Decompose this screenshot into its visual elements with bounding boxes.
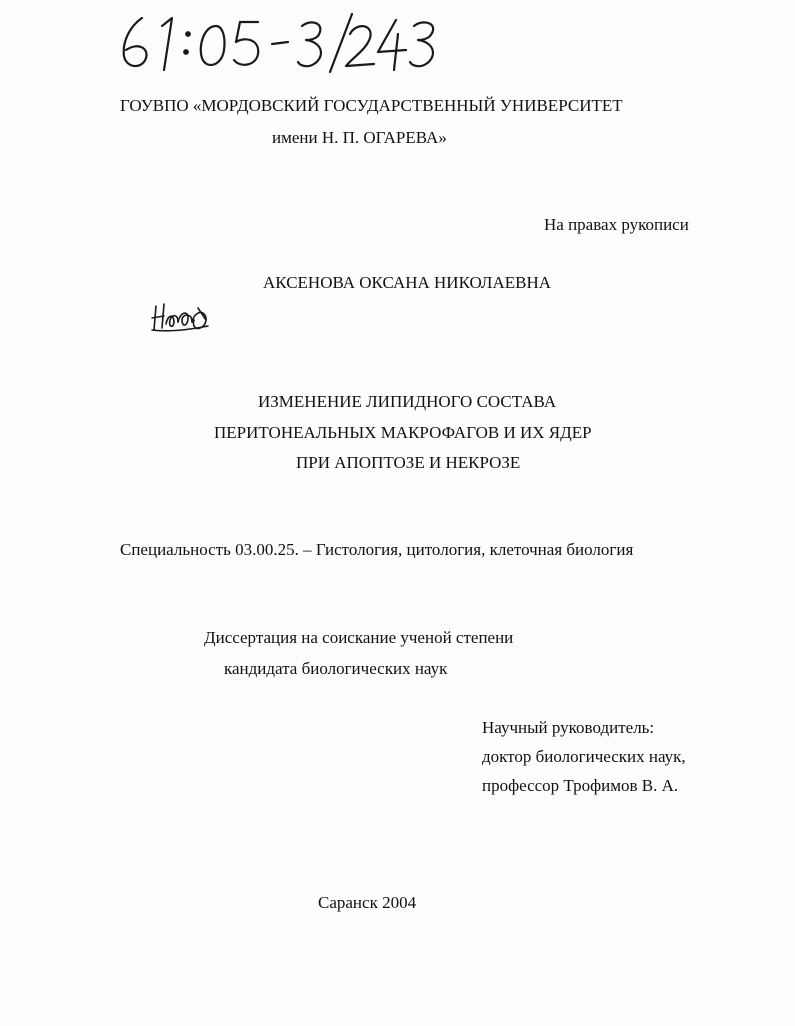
author-name: АКСЕНОВА ОКСАНА НИКОЛАЕВНА — [263, 273, 552, 292]
handwritten-archive-number — [112, 12, 452, 74]
title-line1: ИЗМЕНЕНИЕ ЛИПИДНОГО СОСТАВА — [258, 392, 557, 411]
title-line2: ПЕРИТОНЕАЛЬНЫХ МАКРОФАГОВ И ИХ ЯДЕР — [214, 423, 592, 442]
institution-line2: имени Н. П. ОГАРЕВА» — [272, 128, 447, 147]
supervisor-name: профессор Трофимов В. А. — [482, 776, 679, 795]
place-year: Саранск 2004 — [318, 893, 417, 912]
title-line3: ПРИ АПОПТОЗЕ И НЕКРОЗЕ — [296, 453, 521, 472]
degree-line1: Диссертация на соискание ученой степени — [204, 628, 514, 647]
supervisor-degree: доктор биологических наук, — [482, 747, 686, 766]
signature-icon — [148, 300, 212, 341]
institution-line1: ГОУВПО «МОРДОВСКИЙ ГОСУДАРСТВЕННЫЙ УНИВЕРСИТЕТ — [120, 96, 623, 115]
supervisor-label: Научный руководитель: — [482, 718, 655, 737]
handwritten-number-drawing — [112, 12, 452, 74]
degree-line2: кандидата биологических наук — [224, 659, 448, 678]
specialty: Специальность 03.00.25. – Гистология, цитология, клеточная биология — [120, 540, 634, 559]
rights-note: На правах рукописи — [544, 215, 689, 234]
